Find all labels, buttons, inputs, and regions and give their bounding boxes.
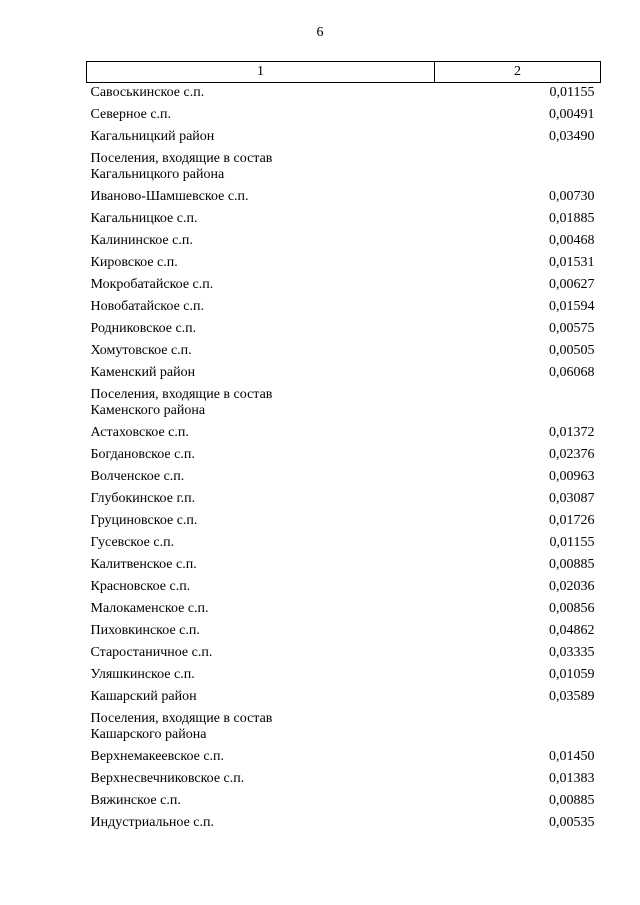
table-row [87,253,601,275]
coefficient-value: 0,01059 [549,666,595,682]
table-row [87,621,601,643]
settlement-name: Кагальницкий район [90,128,215,144]
table-row [87,791,601,813]
table-row [87,105,601,127]
settlement-name: Гусевское с.п. [90,534,175,550]
settlement-name: Кагальницкое с.п. [90,210,198,226]
table-row [87,577,601,599]
coefficient-value: 0,00505 [549,342,595,358]
coefficient-value: 0,00730 [549,188,595,204]
table-row [87,341,601,363]
coefficient-value: 0,01594 [549,298,595,314]
coefficient-value: 0,00885 [549,792,595,808]
settlement-name: Новобатайское с.п. [90,298,204,314]
settlement-name: Малокаменское с.п. [90,600,209,616]
coefficient-value: 0,02376 [549,446,595,462]
table-row [87,319,601,341]
settlement-name: Калитвенское с.п. [90,556,197,572]
coefficient-value: 0,00627 [549,276,595,292]
table-row [87,747,601,769]
table-row [87,363,601,385]
coefficient-value: 0,01155 [549,85,595,100]
settlement-name: Груциновское с.п. [90,512,198,528]
data-table [86,61,601,835]
table-row [87,599,601,621]
settlement-name: Верхнесвечниковское с.п. [90,770,245,786]
settlement-name: Индустриальное с.п. [90,814,215,830]
settlement-name: Богдановское с.п. [90,446,195,462]
table-row [87,385,601,423]
table-row [87,423,601,445]
coefficient-value: 0,00575 [549,320,595,336]
settlement-name: Родниковское с.п. [90,320,197,336]
settlement-name: Северное с.п. [90,106,172,122]
page-number: 6 [316,25,324,40]
coefficient-value: 0,00885 [549,556,595,572]
coefficient-value: 0,03589 [549,688,595,704]
settlement-name: Красновское с.п. [90,578,191,594]
coefficient-value [435,149,601,187]
settlement-name: Уляшкинское с.п. [90,666,195,682]
settlement-name: Пиховкинское с.п. [90,622,200,638]
settlement-name: Вяжинское с.п. [90,792,181,808]
coefficient-value: 0,00535 [549,814,595,830]
table-row [87,511,601,533]
table-row [87,209,601,231]
table-row [87,275,601,297]
table-row [87,83,601,105]
coefficient-value: 0,04862 [549,622,595,638]
settlement-name: Каменский район [90,364,196,380]
table-row [87,687,601,709]
settlement-name: Поселения, входящие в состав Кагальницкого района [90,150,273,182]
table-row [87,709,601,747]
table-row [87,489,601,511]
coefficient-value: 0,00468 [549,232,595,248]
table-row [87,533,601,555]
coefficient-value: 0,01531 [549,254,595,270]
table-row [87,149,601,187]
coefficient-value: 0,01450 [549,748,595,764]
table-row [87,813,601,835]
settlement-name: Мокробатайское с.п. [90,276,214,292]
settlement-name: Хомутовское с.п. [90,342,192,358]
coefficient-value: 0,00856 [549,600,595,616]
table-body [87,83,601,835]
table-row [87,769,601,791]
coefficient-value [435,709,601,747]
coefficient-value: 0,03335 [549,644,595,660]
table-row [87,665,601,687]
settlement-name: Старостаничное с.п. [90,644,213,660]
settlement-name: Верхнемакеевское с.п. [90,748,225,764]
coefficient-value: 0,03087 [549,490,595,506]
table-row [87,187,601,209]
settlement-name: Волченское с.п. [90,468,185,484]
settlement-name: Калининское с.п. [90,232,193,248]
table-row [87,127,601,149]
settlement-name: Кашарский район [90,688,197,704]
table-row [87,231,601,253]
coefficient-value: 0,06068 [549,364,595,380]
settlement-name: Астаховское с.п. [90,424,189,440]
settlement-name: Поселения, входящие в состав Каменского района [90,386,273,418]
coefficient-value: 0,00491 [549,106,595,122]
table-row [87,445,601,467]
coefficient-value: 0,00963 [549,468,595,484]
table-row [87,467,601,489]
coefficient-value: 0,02036 [549,578,595,594]
column-header-1: 1 [87,62,435,83]
coefficient-value [435,385,601,423]
settlement-name: Кировское с.п. [90,254,178,270]
table-row [87,555,601,577]
settlement-name: Иваново-Шамшевское с.п. [90,188,249,204]
coefficient-value: 0,03490 [549,128,595,144]
coefficient-value: 0,01372 [549,424,595,440]
table-row [87,297,601,319]
table-header-row [87,62,601,83]
coefficient-value: 0,01726 [549,512,595,528]
settlement-name: Поселения, входящие в состав Кашарского района [90,710,273,742]
coefficient-value: 0,01383 [549,770,595,786]
table-row [87,643,601,665]
column-header-2: 2 [435,62,601,83]
settlement-name: Савоськинское с.п. [90,85,205,100]
coefficient-value: 0,01885 [549,210,595,226]
settlement-name: Глубокинское г.п. [90,490,196,506]
coefficient-value: 0,01155 [549,534,595,550]
